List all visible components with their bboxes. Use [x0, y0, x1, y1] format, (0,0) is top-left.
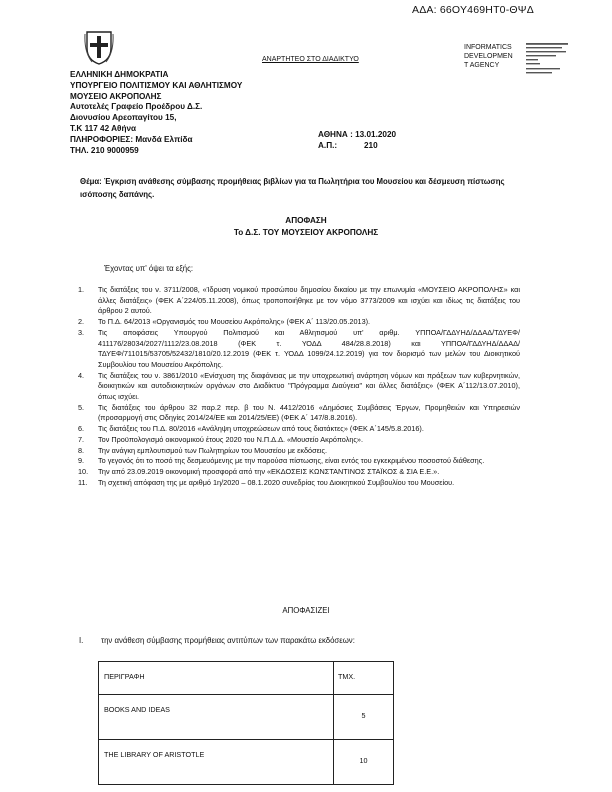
greek-emblem-icon	[84, 28, 114, 66]
protocol-label: Α.Π.:	[318, 140, 338, 150]
list-item-number: 10.	[78, 466, 89, 476]
list-item-number: 9.	[78, 456, 85, 466]
section-number: I.	[79, 636, 84, 645]
items-table	[98, 661, 394, 785]
list-item	[78, 403, 520, 424]
list-item-text: Τις αποφάσεις Υπουργού Πολιτισμού και Αθλητισμού υπ' αριθμ. ΥΠΠΟΑ/ΓΔΔΥΗΔ/ΔΔΑΔ/ΤΔΥΕΦ/ 411176/28034/2027/1112/23.08.2018 (ΦΕΚ τ. ΥΟΔΔ 484/28.8.2018) και ΥΠΠΟΑ/ΓΔΔΥΗΔ/ΔΔΑΔ/ ΤΔΥΕΦ/711015/53705/52432/1810/20.12.2019 (ΦΕΚ τ. ΥΟΔΔ 1099/24.12.2019) για τον διορισμό των μελών του Διοικητικού Συμβουλίου του Μουσείου Ακρόπολης.	[98, 327, 520, 369]
list-item	[78, 467, 520, 478]
list-item-number: 4.	[78, 370, 85, 380]
protocol-number: 210	[364, 140, 378, 150]
list-item	[78, 371, 520, 403]
list-item-number: 2.	[78, 317, 85, 327]
subject-line: Θέμα: Έγκριση ανάθεσης σύμβασης προμήθειας βιβλίων για τα Πωλητήρια του Μουσείου και δέσμευση πίστωσης ισόποσης δαπάνης.	[80, 177, 505, 199]
header-line: Αυτοτελές Γραφείο Προέδρου Δ.Σ.	[70, 102, 203, 112]
list-item	[78, 424, 520, 435]
header-line: Τ.Κ 117 42 Αθήνα	[70, 123, 137, 133]
posted-online-label: ΑΝΑΡΤΗΤΕΟ ΣΤΟ ΔΙΑΔΙΚΤΥΟ	[262, 56, 359, 63]
list-item-text: Το γεγονός ότι το ποσό της δεσμευόμενης με την παρούσα πίστωσης, είναι εντός του εγκεκριμένου ποσοστού διάθεσης.	[98, 456, 485, 466]
item-quantity: 10	[334, 740, 394, 785]
agency-logo-icon	[526, 42, 572, 80]
table-header-row	[99, 662, 394, 695]
decision-heading	[0, 215, 612, 239]
list-item-number: 6.	[78, 424, 85, 434]
list-item	[78, 435, 520, 446]
list-item-text: Τις διατάξεις του άρθρου 32 παρ.2 περ. β του Ν. 4412/2016 «Δημόσιες Συμβάσεις Έργων, Προμηθειών και Υπηρεσιών (προσαρμογή στις Οδηγίες 2014/24/ΕΕ και 2014/25/ΕΕ) (ΦΕΚ Α΄ 147/8.8.2016).	[98, 402, 520, 423]
list-item-text: Τις διατάξεις του ν. 3861/2010 «Ενίσχυση της διαφάνειας με την υποχρεωτική ανάρτηση νόμων και πράξεων των κυβερνητικών, διοικητικών και αυτοδιοικητικών οργάνων στο Διαδίκτυο "Πρόγραμμα Διαύγεια" και άλλες διατάξεις» (ΦΕΚ Α΄112/13.07.2010), όπως ισχύει.	[98, 370, 520, 402]
list-item	[78, 478, 520, 489]
list-item-number: 8.	[78, 445, 85, 455]
list-item-number: 7.	[78, 434, 85, 444]
item-description: BOOKS AND IDEAS	[99, 695, 334, 740]
item-description: THE LIBRARY OF ARISTOTLE	[99, 740, 334, 785]
item-quantity: 5	[334, 695, 394, 740]
considerations-list	[78, 285, 520, 488]
agency-line: INFORMATICS	[464, 44, 512, 51]
decision-title: ΑΠΟΦΑΣΗ	[285, 216, 327, 225]
list-item-text: Τον Προϋπολογισμό οικονομικού έτους 2020 του Ν.Π.Δ.Δ. «Μουσείο Ακρόπολης».	[98, 434, 364, 444]
header-line: ΥΠΟΥΡΓΕΙΟ ΠΟΛΙΤΙΣΜΟΥ ΚΑΙ ΑΘΛΗΤΙΣΜΟΥ	[70, 80, 243, 90]
agency-line: DEVELOPMEN	[464, 52, 513, 60]
header-line: ΜΟΥΣΕΙΟ ΑΚΡΟΠΟΛΗΣ	[70, 91, 162, 101]
issuer-header	[70, 70, 242, 156]
list-item-text: Το Π.Δ. 64/2013 «Οργανισμός του Μουσείου Ακρόπολης» (ΦΕΚ Α΄ 113/20.05.2013).	[98, 317, 371, 327]
list-item-text: Τις διατάξεις του Π.Δ. 80/2016 «Ανάληψη υποχρεώσεων από τους διατάκτες» (ΦΕΚ Α΄145/5.8.2016).	[98, 424, 424, 434]
list-item-number: 11.	[78, 477, 88, 487]
agency-line: T AGENCY	[464, 61, 500, 69]
intro-text: Έχοντας υπ' όψει τα εξής:	[104, 264, 194, 273]
ada-code: ΑΔΑ: 66ΟΥ469ΗΤ0-ΘΨΔ	[412, 4, 534, 16]
list-item-text: Τις διατάξεις του ν. 3711/2008, «Ίδρυση νομικού προσώπου δημοσίου δικαίου με την επωνυμία «ΜΟΥΣΕΙΟ ΑΚΡΟΠΟΛΗΣ» και άλλες διατάξεις» (ΦΕΚ Α΄224/05.11.2008), όπως τροποποιήθηκε με τον νόμο 3773/2009 και ισχύει και ιδίως τις διατάξεις του άρθρου 2 αυτού.	[98, 285, 520, 316]
decides-heading: ΑΠΟΦΑΣΙΖΕΙ	[282, 606, 330, 615]
header-line: Διονυσίου Αρεοπαγίτου 15,	[70, 113, 177, 123]
document-meta	[318, 130, 396, 152]
section-one	[79, 636, 355, 645]
header-description: ΠΕΡΙΓΡΑΦΗ	[99, 662, 334, 695]
list-item-text: Την από 23.09.2019 οικονομική προσφορά από την «ΕΚΔΟΣΕΙΣ ΚΩΝΣΤΑΝΤΙΝΟΣ ΣΤΑΪΚΟΣ & ΣΙΑ Ε.Ε.».	[98, 466, 440, 476]
list-item-text: Την ανάγκη εμπλουτισμού των Πωλητηρίων του Μουσείου με εκδόσεις.	[98, 445, 328, 455]
list-item-text: Τη σχετική απόφαση της με αριθμό 1η/2020 – 08.1.2020 συνεδρίας του Διοικητικού Συμβουλίου του Μουσείου.	[98, 477, 455, 487]
header-line: ΤΗΛ. 210 9000959	[70, 145, 139, 155]
section-text: την ανάθεση σύμβασης προμήθειας αντιτύπων των παρακάτω εκδόσεων:	[101, 636, 355, 645]
list-item	[78, 446, 520, 457]
list-item	[78, 285, 520, 317]
header-quantity: ΤΜΧ.	[334, 662, 394, 695]
date-line: ΑΘΗΝΑ : 13.01.2020	[318, 130, 397, 139]
agency-name	[464, 44, 513, 70]
list-item	[78, 317, 520, 328]
protocol-line	[318, 141, 396, 152]
header-line: ΕΛΛΗΝΙΚΗ ΔΗΜΟΚΡΑΤΙΑ	[70, 70, 169, 79]
decision-subtitle: Το Δ.Σ. ΤΟΥ ΜΟΥΣΕΙΟΥ ΑΚΡΟΠΟΛΗΣ	[233, 228, 379, 237]
list-item	[78, 328, 520, 371]
list-item	[78, 456, 520, 467]
table-row	[99, 740, 394, 785]
list-item-number: 3.	[78, 327, 85, 337]
table-row	[99, 695, 394, 740]
header-line: ΠΛΗΡΟΦΟΡΙΕΣ: Μανδά Ελπίδα	[70, 134, 193, 144]
list-item-number: 5.	[78, 402, 85, 412]
list-item-number: 1.	[78, 285, 85, 294]
